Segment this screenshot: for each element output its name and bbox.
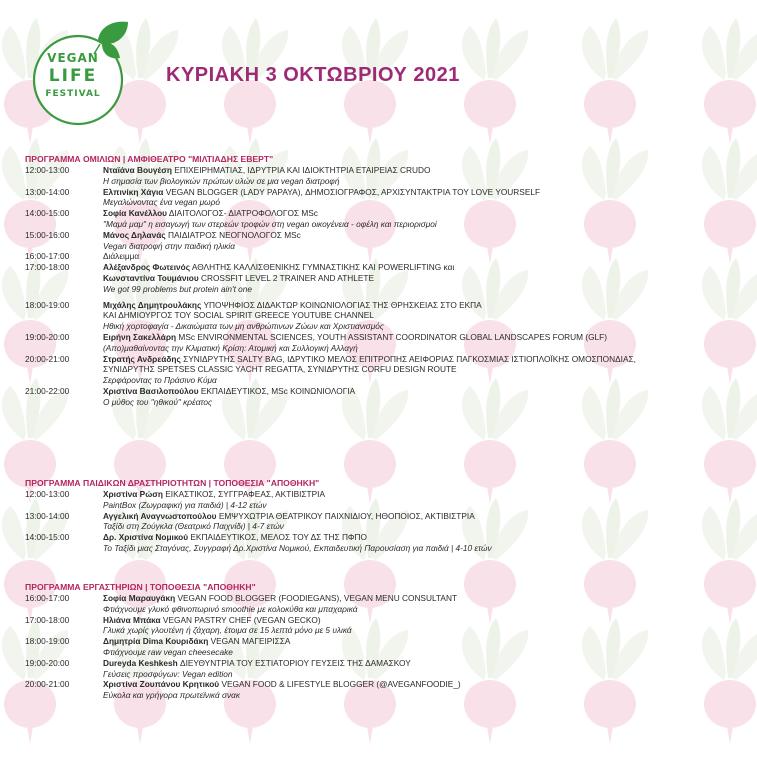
session-title: Ηθική χορτοφαγία - Δικαιώματα των μη ανθρώπινων Ζώων και Χριστιανισμός: [103, 321, 384, 332]
speaker-name: Δρ. Χριστίνα Νομικού: [103, 532, 189, 543]
time-slot: 21:00-22:00: [25, 385, 70, 396]
session-title: PaintBox (Ζωγραφική για παιδιά) | 4-12 ετών: [103, 499, 267, 510]
page-title-date: ΚΥΡΙΑΚΗ 3 ΟΚΤΩΒΡΙΟΥ 2021: [166, 64, 460, 86]
speaker-name: Σοφία Κανέλλου: [103, 208, 167, 219]
schedule-item: [25, 187, 751, 209]
speaker-role: VEGAN BLOGGER (LADY PAPAYA), ΔΗΜΟΣΙΟΓΡΑΦΟΣ, ΑΡΧΙΣΥΝΤΑΚΤΡΙΑ ΤΟΥ LOVE YOURSELF: [163, 186, 541, 197]
time-slot: 19:00-20:00: [25, 657, 70, 668]
speaker-name: Μιχάλης Δημητρουλάκης: [103, 299, 202, 310]
speaker-role: ΠΑΙΔΙΑΤΡΟΣ ΝΕΟΓΝΟΛΟΓΟΣ MSc: [165, 229, 301, 240]
speaker-name: Αλέξανδρος Φωτεινός: [103, 262, 191, 273]
schedule-item: [25, 332, 751, 354]
speaker-role: ΔΙΑΙΤΟΛΟΓΟΣ- ΔΙΑΤΡΟΦΟΛΟΓΟΣ MSc: [166, 208, 318, 219]
schedule-item: [25, 230, 751, 252]
workshops-section-title: ΠΡΟΓΡΑΜΜΑ ΕΡΓΑΣΤΗΡΙΩΝ | ΤΟΠΟΘΕΣΙΑ "ΑΠΟΘΗΚΗ": [25, 582, 256, 592]
speaker-name: Χριστίνα Βασιλοπούλου: [103, 385, 199, 396]
festival-logo: [28, 18, 138, 130]
speaker-name: Ειρήνη Σακελλάρη: [103, 331, 177, 342]
time-slot: 13:00-14:00: [25, 510, 70, 521]
schedule-item: [25, 354, 751, 386]
speaker-role: ΕΚΠΑΙΔΕΥΤΙΚΟΣ, MSc ΚΟΙΝΩΝΙΟΛΟΓΙΑ: [198, 385, 356, 396]
time-slot: 18:00-19:00: [25, 299, 70, 310]
time-slot: 13:00-14:00: [25, 186, 70, 197]
speaker-name: Χριστίνα Ρώση: [103, 489, 163, 499]
speaker-name: Μάνος Δηλανάς: [103, 229, 166, 240]
time-slot: 20:00-21:00: [25, 679, 70, 690]
speaker-role: VEGAN PASTRY CHEF (VEGAN GECKO): [160, 614, 321, 625]
speaker-role: ΣΥΝΙΔΡΥΤΗΣ SALTY BAG, ΙΔΡΥΤΙΚΟ ΜΕΛΟΣ ΕΠΙΤΡΟΠΗΣ ΑΕΙΦΟΡΙΑΣ ΠΑΓΚΟΣΜΙΑΣ ΙΣΤΙΟΠΛΟΪΚΗΣ ΟΜΟΣΠΟΝΔΙΑΣ,: [180, 353, 636, 364]
session-title: Η σημασία των βιολογικών πρώτων υλών σε μια vegan διατροφή: [103, 175, 340, 186]
session-title: Γλυκά χωρίς γλουτένη ή ζάχαρη, έτοιμα σε 15 λεπτά μόνο με 5 υλικά: [103, 625, 352, 636]
schedule-item: [25, 489, 751, 511]
schedule-item: [25, 511, 751, 533]
session-title: Vegan διατροφή στην παιδική ηλικία: [103, 240, 235, 251]
speaker-name: Ελπινίκη Χάγια: [103, 186, 164, 197]
time-slot: 17:00-18:00: [25, 262, 70, 273]
logo-line-1: VEGAN: [47, 51, 99, 65]
speaker-name: Αγγελική Αναγνωστοπούλου: [103, 510, 217, 521]
schedule-item: [25, 165, 751, 187]
session-title: "Μαμά μαμ" η εισαγωγή των στερεών τροφών στη vegan οικογένεια - οφέλη και περιορισμοί: [103, 218, 437, 229]
session-title: Το Ταξίδι μιας Σταγόνας, Συγγραφή Δρ.Χριστίνα Νομικού, Εκπαιδευτική Παρουσίαση για παιδιά | 4-10 ετών: [103, 542, 492, 553]
session-title: Εύκολα και γρήγορα πρωτεϊνικά σνακ: [103, 690, 241, 701]
speaker-name: Δημητρία Dima Κουριδάκη: [103, 636, 209, 647]
time-slot: 19:00-20:00: [25, 331, 70, 342]
logo-line-2: LIFE: [48, 66, 98, 86]
speaker-role: CROSSFIT LEVEL 2 TRAINER AND ATHLETE: [198, 272, 375, 283]
schedule-item: [25, 262, 751, 294]
speaker-role: ΕΚΠΑΙΔΕΥΤΙΚΟΣ, ΜΕΛΟΣ ΤΟΥ ΔΣ ΤΗΣ ΠΦΠΟ: [188, 532, 367, 543]
schedule-item: [25, 593, 751, 615]
schedule-item: [25, 386, 751, 408]
kids-section: [25, 478, 751, 554]
session-title: Φτιάχνουμε γλυκό φθινοπωρινό smoothie με κολοκύθα και μπαχαρικά: [103, 603, 358, 614]
session-title: Φτιάχνουμε raw vegan cheesecake: [103, 646, 233, 657]
schedule-item: [25, 532, 751, 554]
time-slot: 14:00-15:00: [25, 208, 70, 219]
speaker-name: Σοφία Μαραυγάκη: [103, 593, 176, 603]
speaker-role: VEGAN FOOD & LIFESTYLE BLOGGER (@AVEGANFOODIE_): [219, 679, 461, 690]
time-slot: 14:00-15:00: [25, 532, 70, 543]
session-title: Ο μύθος του "ηθικού" κρέατος: [103, 396, 213, 407]
speaker-name: Χριστίνα Ζουπάνου Κρητικού: [103, 679, 220, 690]
logo-line-3: FESTIVAL: [45, 89, 101, 99]
time-slot: 16:00-17:00: [25, 251, 70, 262]
time-slot: 12:00-13:00: [25, 489, 70, 499]
speaker-role: ΥΠΟΨΗΦΙΟΣ ΔΙΔΑΚΤΩΡ ΚΟΙΝΩΝΙΟΛΟΓΙΑΣ ΤΗΣ ΘΡΗΣΚΕΙΑΣ ΣΤΟ ΕΚΠΑ: [201, 299, 482, 310]
speaker-role: VEGAN FOOD BLOGGER (FOODIEGANS), VEGAN MENU CONSULTANT: [175, 593, 458, 603]
time-slot: 20:00-21:00: [25, 353, 70, 364]
schedule-item: [25, 679, 751, 701]
talks-section: [25, 154, 751, 408]
workshops-section: [25, 582, 751, 701]
session-title: Μεγαλώνοντας ένα vegan μωρό: [103, 197, 220, 208]
session-title: Γεύσεις προσφύγων: Vegan edition: [103, 668, 233, 679]
schedule-item: [25, 208, 751, 230]
session-title: (Απο)μαθαίνοντας την Κλιματική Κρίση: Ατομική και Συλλογική Αλλαγή: [103, 342, 358, 353]
speaker-name: Στρατής Ανδρεάδης: [103, 353, 181, 364]
speaker-role: ΕΠΙΧΕΙΡΗΜΑΤΙΑΣ, ΙΔΡΥΤΡΙΑ ΚΑΙ ΙΔΙΟΚΤΗΤΡΙΑ ΕΤΑΙΡΕΙΑΣ CRUDO: [171, 165, 431, 175]
schedule-item: [25, 658, 751, 680]
speaker-role: MSc ENVIRONMENTAL SCIENCES, YOUTH ASSISTANT COORDINATOR GLOBAL LANDSCAPES FORUM (GLF): [176, 331, 608, 342]
schedule-item: [25, 636, 751, 658]
session-title: Ταξίδι στη Ζούγκλα (Θεατρικό Παιχνίδι) | 4-7 ετών: [103, 521, 284, 532]
speaker-role: ΑΘΛΗΤΗΣ ΚΑΛΛΙΣΘΕΝΙΚΗΣ ΓΥΜΝΑΣΤΙΚΗΣ ΚΑΙ POWERLIFTING και: [190, 262, 455, 273]
time-slot: 17:00-18:00: [25, 614, 70, 625]
time-slot: 18:00-19:00: [25, 636, 70, 647]
speaker-role: VEGAN ΜΑΓΕΙΡΙΣΣΑ: [208, 636, 291, 647]
speaker-role: ΔΙΕΥΘΥΝΤΡΙΑ ΤΟΥ ΕΣΤΙΑΤΟΡΙΟΥ ΓΕΥΣΕΙΣ ΤΗΣ ΔΑΜΑΣΚΟΥ: [177, 657, 411, 668]
speaker-role-continued: ΚΑΙ ΔΗΜΙΟΥΡΓΟΣ ΤΟΥ SOCIAL SPIRIT GREECE YOUTUBE CHANNEL: [103, 310, 374, 321]
schedule-item: [25, 300, 751, 332]
speaker-name: Ηλιάνα Μπάκα: [103, 614, 161, 625]
time-slot: 16:00-17:00: [25, 593, 70, 603]
schedule-item-break: [25, 251, 751, 262]
speaker-role: ΕΙΚΑΣΤΙΚΟΣ, ΣΥΓΓΡΑΦΕΑΣ, ΑΚΤΙΒΙΣΤΡΙΑ: [162, 489, 325, 499]
schedule-item: [25, 615, 751, 637]
talks-section-title: ΠΡΟΓΡΑΜΜΑ ΟΜΙΛΙΩΝ | ΑΜΦΙΘΕΑΤΡΟ "ΜΙΛΤΙΑΔΗΣ ΕΒΕΡΤ": [25, 154, 274, 164]
speaker-name: Dureyda Keshkesh: [103, 657, 178, 668]
time-slot: 12:00-13:00: [25, 165, 70, 175]
session-title: Σερφάροντας το Πράσινο Κύμα: [103, 375, 217, 386]
session-title: We got 99 problems but protein ain't one: [103, 283, 253, 294]
kids-section-title: ΠΡΟΓΡΑΜΜΑ ΠΑΙΔΙΚΩΝ ΔΡΑΣΤΗΡΙΟΤΗΤΩΝ | ΤΟΠΟΘΕΣΙΑ "ΑΠΟΘΗΚΗ": [25, 478, 320, 488]
speaker-role-continued: ΣΥΝΙΔΡΥΤΗΣ SPETSES CLASSIC YACHT REGATTA, ΣΥΝΙΔΡΥΤΗΣ CORFU DESIGN ROUTE: [103, 364, 457, 375]
speaker-name: Κωνσταντίνα Τουμάνιου: [103, 272, 199, 283]
break-label: Διάλειμμα: [103, 251, 140, 262]
time-slot: 15:00-16:00: [25, 229, 70, 240]
speaker-role: ΕΜΨΥΧΩΤΡΙΑ ΘΕΑΤΡΙΚΟΥ ΠΑΙΧΝΙΔΙΟΥ, ΗΘΟΠΟΙΟΣ, ΑΚΤΙΒΙΣΤΡΙΑ: [216, 510, 475, 521]
speaker-name: Νταϊάνα Βουγέση: [103, 165, 172, 175]
